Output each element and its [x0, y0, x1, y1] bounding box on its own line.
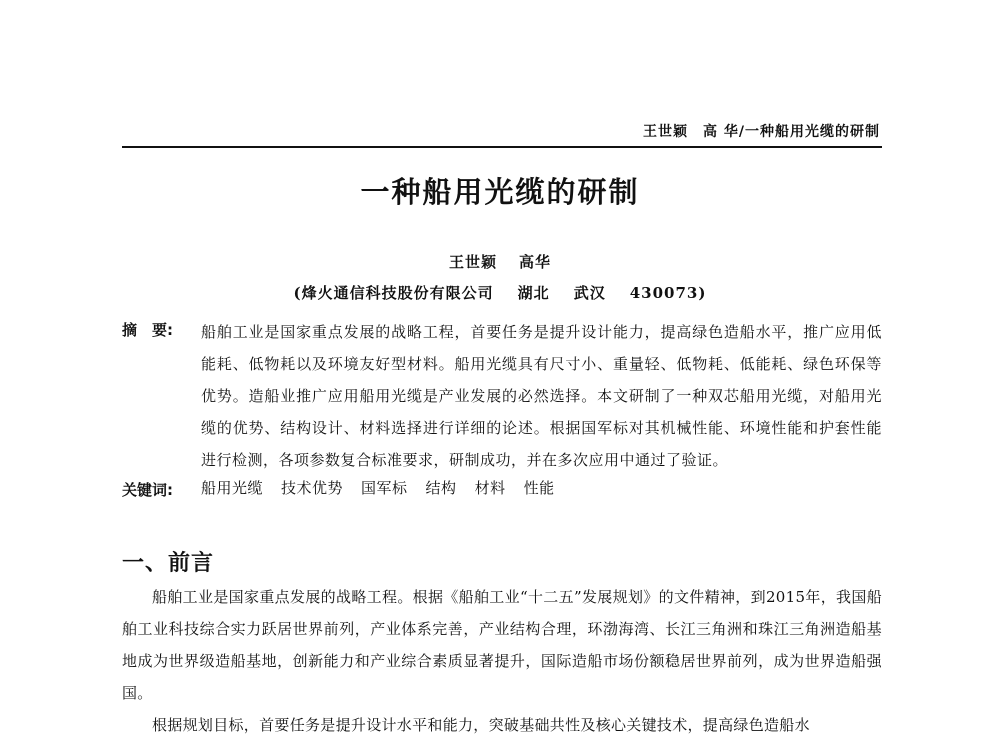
keyword: 材料 [474, 479, 506, 497]
affiliation-open-paren: ( [293, 284, 302, 302]
keyword: 技术优势 [281, 479, 344, 497]
affiliation [0, 282, 1000, 303]
author-name: 王世颖 [448, 253, 497, 271]
affiliation-city: 武汉 [573, 284, 606, 302]
affiliation-close-paren: ) [698, 284, 707, 302]
section-heading: 一、前言 [122, 551, 215, 576]
running-header: 王世颖 高 华/一种船用光缆的研制 [643, 124, 880, 140]
abstract-label: 摘 要: [122, 321, 173, 339]
affiliation-org: 烽火通信科技股份有限公司 [301, 284, 494, 302]
keyword: 国军标 [361, 479, 408, 497]
keywords-label: 关键词: [122, 481, 173, 499]
abstract-text: 船舶工业是国家重点发展的战略工程，首要任务是提升设计能力，提高绿色造船水平，推广应用低能耗、低物耗以及环境友好型材料。船用光缆具有尺寸小、重量轻、低物耗、低能耗、绿色环保等优势。造船业推广应用船用光缆是产业发展的必然选择。本文研制了一种双芯船用光缆，对船用光缆的优势、结构设计、材料选择进行详细的论述。根据国军标对其机械性能、环境性能和护套性能进行检测，各项参数复合标准要求，研制成功，并在多次应用中通过了验证。 [201, 323, 882, 469]
section-body [122, 581, 882, 741]
keyword: 结构 [425, 479, 457, 497]
affiliation-postcode: 430073 [629, 284, 699, 302]
author-name: 高华 [519, 253, 552, 271]
keywords-list [201, 477, 555, 498]
keyword: 船用光缆 [201, 479, 264, 497]
body-paragraph: 根据规划目标，首要任务是提升设计水平和能力，突破基础共性及核心关键技术，提高绿色造船水 [152, 716, 810, 734]
author-list [0, 251, 1000, 272]
affiliation-province: 湖北 [517, 284, 550, 302]
body-paragraph: 船舶工业是国家重点发展的战略工程。根据《船舶工业“十二五”发展规划》的文件精神，到2015年，我国船舶工业科技综合实力跃居世界前列，产业体系完善，产业结构合理，环渤海湾、长江三角洲和珠江三角洲造船基地成为世界级造船基地，创新能力和产业综合素质显著提升，国际造船市场份额稳居世界前列，成为世界造船强国。 [122, 588, 882, 702]
keyword: 性能 [523, 479, 555, 497]
paper-title: 一种船用光缆的研制 [360, 175, 640, 209]
header-rule [122, 146, 882, 148]
